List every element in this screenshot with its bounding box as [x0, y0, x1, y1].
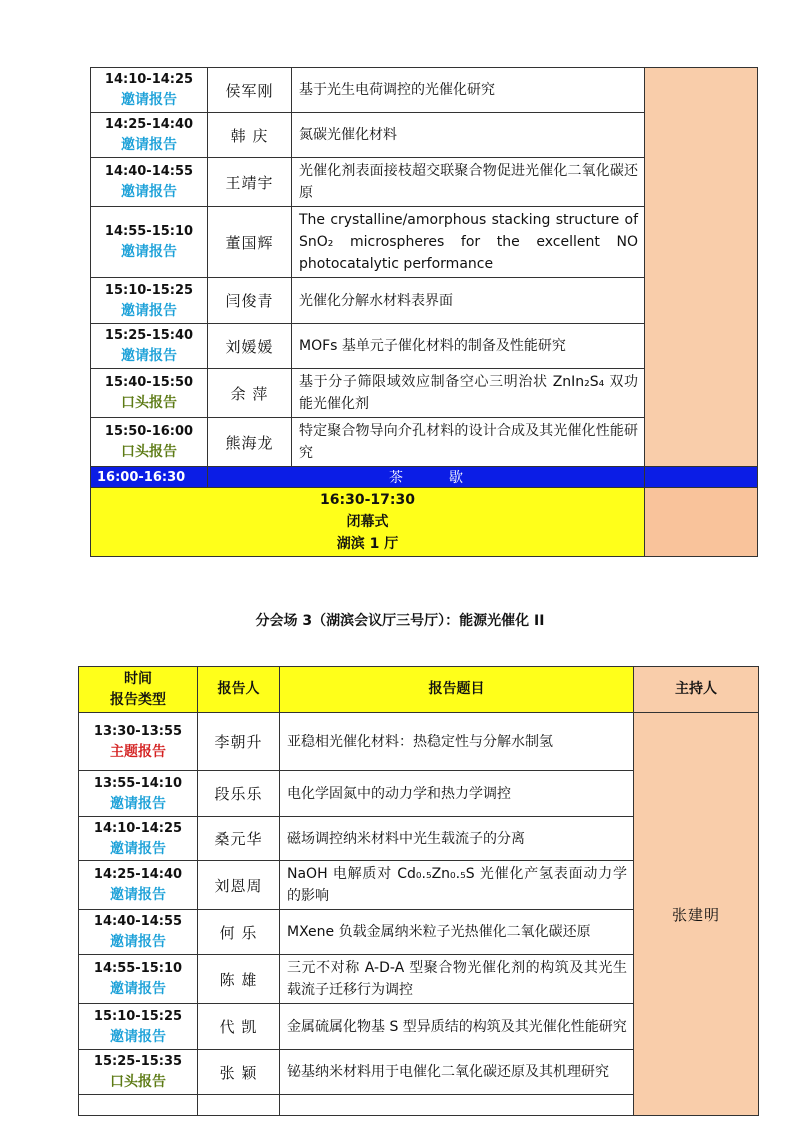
time-cell [91, 158, 208, 207]
time-range: 13:55-14:10 [93, 775, 183, 791]
talk-title: The crystalline/amorphous stacking structure of SnO₂ microspheres for the excellent NO photocatalytic performance [292, 207, 645, 278]
report-type: 口头报告 [121, 444, 177, 460]
speaker-name: 张 颖 [198, 1050, 280, 1095]
report-type: 邀请报告 [121, 244, 177, 260]
time-cell [79, 1004, 198, 1050]
speaker-name: 韩 庆 [208, 113, 292, 158]
time-cell [91, 68, 208, 113]
header-host: 主持人 [634, 667, 759, 713]
speaker-name: 余 萍 [208, 369, 292, 418]
time-cell [79, 713, 198, 771]
report-type: 邀请报告 [121, 137, 177, 153]
report-type: 邀请报告 [110, 981, 166, 997]
talk-title: 电化学固氮中的动力学和热力学调控 [280, 771, 634, 817]
header-type-label: 报告类型 [110, 691, 166, 708]
section-title: 分会场 3（湖滨会议厅三号厅）：能源光催化 II [255, 613, 545, 629]
talk-title: 氮碳光催化材料 [292, 113, 645, 158]
time-range: 14:25-14:40 [104, 117, 194, 132]
report-type: 口头报告 [121, 395, 177, 411]
time-cell [91, 418, 208, 467]
time-cell [79, 1050, 198, 1095]
talk-title: MXene 负载金属纳米粒子光热催化二氧化碳还原 [280, 910, 634, 955]
speaker-name: 王靖宇 [208, 158, 292, 207]
time-range: 15:50-16:00 [104, 424, 194, 439]
header-time-label: 时间 [124, 670, 152, 687]
header-speaker: 报告人 [198, 667, 280, 713]
time-range: 15:25-15:40 [104, 328, 194, 343]
session3-host-name: 张建明 [634, 713, 759, 1116]
speaker-name: 闫俊青 [208, 278, 292, 324]
report-type: 邀请报告 [110, 887, 166, 903]
time-cell [91, 369, 208, 418]
report-type: 邀请报告 [121, 348, 177, 364]
speaker-name: 段乐乐 [198, 771, 280, 817]
report-type: 主题报告 [110, 743, 166, 760]
session3-body [79, 667, 759, 1116]
speaker-name: 何 乐 [198, 910, 280, 955]
break-host-cell [645, 467, 758, 488]
time-range: 14:40-14:55 [104, 164, 194, 179]
time-cell [79, 955, 198, 1004]
time-cell [91, 324, 208, 369]
talk-title: 磁场调控纳米材料中光生载流子的分离 [280, 817, 634, 861]
time-range: 15:25-15:35 [93, 1054, 183, 1069]
session3-table [78, 666, 759, 1116]
break-label-b: 歇 [449, 470, 463, 486]
report-type: 邀请报告 [121, 302, 177, 319]
time-range: 15:10-15:25 [104, 282, 194, 298]
empty-cell [79, 1095, 198, 1116]
talk-title: MOFs 基单元子催化材料的制备及性能研究 [292, 324, 645, 369]
speaker-name: 熊海龙 [208, 418, 292, 467]
time-cell [91, 278, 208, 324]
time-cell [91, 113, 208, 158]
report-type: 邀请报告 [110, 1028, 166, 1045]
time-cell [91, 207, 208, 278]
time-cell [79, 910, 198, 955]
speaker-name: 刘恩周 [198, 861, 280, 910]
time-range: 14:55-15:10 [104, 224, 194, 239]
time-range: 14:40-14:55 [93, 914, 183, 929]
report-type: 邀请报告 [121, 92, 177, 108]
talk-title: 光催化剂表面接枝超交联聚合物促进光催化二氧化碳还原 [292, 158, 645, 207]
talk-title: 光催化分解水材料表界面 [292, 278, 645, 324]
speaker-name: 侯军刚 [208, 68, 292, 113]
time-cell [79, 817, 198, 861]
time-range: 14:55-15:10 [93, 961, 183, 976]
session-top-body [91, 68, 758, 557]
talk-title: 铋基纳米材料用于电催化二氧化碳还原及其机理研究 [280, 1050, 634, 1095]
break-label-a: 茶 [389, 470, 403, 486]
closing-place: 湖滨 1 厅 [336, 536, 399, 552]
break-label [208, 467, 645, 488]
report-type: 邀请报告 [110, 795, 166, 812]
speaker-name: 刘媛媛 [208, 324, 292, 369]
report-type: 邀请报告 [121, 184, 177, 200]
talk-title: 基于分子筛限域效应制备空心三明治状 ZnIn₂S₄ 双功能光催化剂 [292, 369, 645, 418]
time-range: 15:10-15:25 [93, 1008, 183, 1024]
header-title: 报告题目 [280, 667, 634, 713]
empty-cell [198, 1095, 280, 1116]
closing-time: 16:30-17:30 [320, 492, 415, 508]
report-type: 口头报告 [110, 1074, 166, 1090]
talk-title: 亚稳相光催化材料：热稳定性与分解水制氢 [280, 713, 634, 771]
empty-cell [280, 1095, 634, 1116]
closing-cell [91, 488, 645, 557]
time-range: 14:10-14:25 [93, 820, 183, 836]
tea-break-row [91, 467, 758, 488]
session-top-table [90, 67, 758, 557]
speaker-name: 桑元华 [198, 817, 280, 861]
time-range: 14:10-14:25 [104, 72, 194, 87]
report-type: 邀请报告 [110, 840, 166, 857]
speaker-name: 代 凯 [198, 1004, 280, 1050]
time-range: 13:30-13:55 [93, 723, 183, 739]
report-type: 邀请报告 [110, 934, 166, 950]
closing-row [91, 488, 758, 557]
table-row [79, 713, 759, 771]
time-cell [79, 861, 198, 910]
session3-header-row [79, 667, 759, 713]
talk-title: NaOH 电解质对 Cd₀.₅Zn₀.₅S 光催化产氢表面动力学的影响 [280, 861, 634, 910]
talk-title: 金属硫属化物基 S 型异质结的构筑及其光催化性能研究 [280, 1004, 634, 1050]
talk-title: 基于光生电荷调控的光催化研究 [292, 68, 645, 113]
speaker-name: 董国辉 [208, 207, 292, 278]
speaker-name: 陈 雄 [198, 955, 280, 1004]
closing-name: 闭幕式 [346, 514, 389, 530]
break-time: 16:00-16:30 [91, 467, 208, 488]
speaker-name: 李朝升 [198, 713, 280, 771]
header-time [79, 667, 198, 713]
talk-title: 特定聚合物导向介孔材料的设计合成及其光催化性能研究 [292, 418, 645, 467]
time-range: 14:25-14:40 [93, 867, 183, 882]
table-row [91, 68, 758, 113]
talk-title: 三元不对称 A-D-A 型聚合物光催化剂的构筑及其光生载流子迁移行为调控 [280, 955, 634, 1004]
closing-host-cell [645, 488, 758, 557]
host-cell [645, 68, 758, 467]
time-cell [79, 771, 198, 817]
time-range: 15:40-15:50 [104, 375, 194, 390]
